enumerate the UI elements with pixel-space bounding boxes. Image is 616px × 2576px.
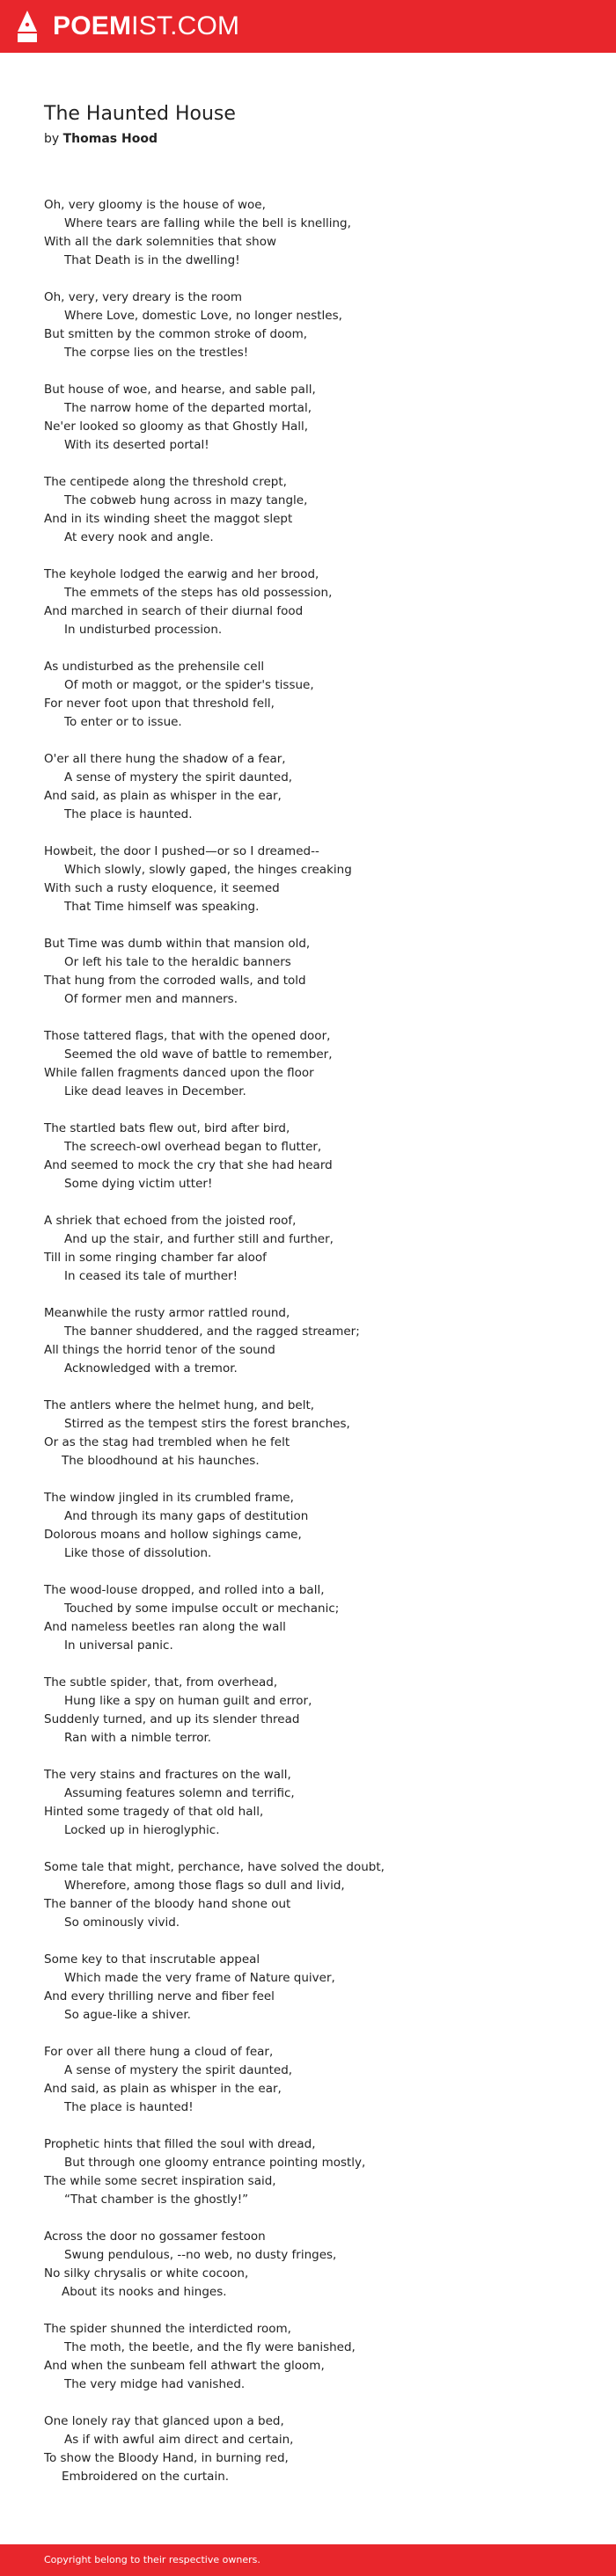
poem-line: To show the Bloody Hand, in burning red, [44,2451,289,2465]
poem-line: The banner of the bloody hand shone out [44,1897,291,1911]
poem-line: The spider shunned the interdicted room, [44,2322,291,2336]
poem-line: But house of woe, and hearse, and sable pall, [44,383,316,397]
pen-nib-icon[interactable] [17,11,38,42]
poem-line: Embroidered on the curtain. [62,2470,230,2484]
poem-line: That Time himself was speaking. [64,900,260,914]
stanza [44,1951,590,2025]
poem-line: O'er all there hung the shadow of a fear, [44,752,286,766]
poem-line: The window jingled in its crumbled frame, [44,1491,294,1505]
stanza [44,1304,590,1378]
poem-line: And when the sunbeam fell athwart the gloom, [44,2359,325,2373]
poem-line: Acknowledged with a tremor. [64,1361,238,1376]
poem-line: And said, as plain as whisper in the ear, [44,2082,282,2096]
stanza [44,2043,590,2117]
poem-line: To enter or to issue. [64,715,182,729]
poem-line: That Death is in the dwelling! [64,253,240,267]
poem-line: Some key to that inscrutable appeal [44,1952,260,1967]
poem-line: Wherefore, among those flags so dull and livid, [64,1879,345,1893]
poem-line: Those tattered flags, that with the opened door, [44,1029,331,1043]
poem-line: A sense of mystery the spirit daunted, [64,770,293,784]
stanza [44,2320,590,2394]
poem-line: The place is haunted. [64,807,193,821]
stanza [44,1027,590,1101]
poem-line: Stirred as the tempest stirs the forest branches, [64,1417,350,1431]
poem-line: And said, as plain as whisper in the ear, [44,789,282,803]
poem-line: Hung like a spy on human guilt and error, [64,1694,312,1708]
stanza [44,196,590,270]
poem-line: Swung pendulous, --no web, no dusty fringes, [64,2248,337,2262]
logo-text-light: IST.COM [131,11,240,40]
poem-line: Some tale that might, perchance, have solved the doubt, [44,1860,385,1874]
poem-line: One lonely ray that glanced upon a bed, [44,2414,284,2428]
poem-line: Locked up in hieroglyphic. [64,1823,220,1837]
poem-line: And every thrilling nerve and fiber feel [44,1989,275,2003]
stanza [44,935,590,1009]
stanza [44,1212,590,1286]
poem-title: The Haunted House [44,103,236,125]
poem-line: As if with awful aim direct and certain, [64,2433,294,2447]
poem-line: While fallen fragments danced upon the floor [44,1066,314,1080]
poem-line: Of former men and manners. [64,992,238,1006]
poem-line: Some dying victim utter! [64,1177,213,1191]
poem-line: At every nook and angle. [64,530,214,544]
poem-line: About its nooks and hinges. [62,2285,227,2299]
poem-line: And in its winding sheet the maggot slept [44,512,293,526]
poem-line: So ague-like a shiver. [64,2008,191,2022]
poem-line: But smitten by the common stroke of doom, [44,327,308,341]
poem-byline [44,131,158,147]
poem-line: And through its many gaps of destitution [64,1509,309,1523]
poem-line: All things the horrid tenor of the sound [44,1343,275,1357]
poem-line: For never foot upon that threshold fell, [44,697,275,711]
poem-line: As undisturbed as the prehensile cell [44,660,265,674]
poem-line: No silky chrysalis or white cocoon, [44,2266,249,2280]
stanza [44,750,590,824]
by-label: by [44,132,60,146]
poem-line: Meanwhile the rusty armor rattled round, [44,1306,290,1320]
poem-line: The emmets of the steps has old possession, [64,586,333,600]
poem-line: And nameless beetles ran along the wall [44,1620,286,1634]
poem-line: The keyhole lodged the earwig and her brood, [44,567,319,581]
poem-line: Or left his tale to the heraldic banners [64,955,291,969]
poem-line: Which slowly, slowly gaped, the hinges creaking [64,863,352,877]
poem-line: Of moth or maggot, or the spider's tissue, [64,678,314,692]
poem-line: So ominously vivid. [64,1916,180,1930]
stanza [44,658,590,732]
poem-line: Like dead leaves in December. [64,1084,246,1098]
poem-line: The cobweb hung across in mazy tangle, [64,493,308,507]
poem-line: A sense of mystery the spirit daunted, [64,2063,293,2077]
poem-line: The banner shuddered, and the ragged streamer; [64,1324,360,1339]
poem-line: With its deserted portal! [64,438,209,452]
poem-line: The bloodhound at his haunches. [62,1454,260,1468]
logo-text-bold: POEM [53,11,132,40]
poem-line: Across the door no gossamer festoon [44,2229,266,2244]
poem-line: The very stains and fractures on the wall, [44,1768,291,1782]
poem-line: Which made the very frame of Nature quiver, [64,1971,335,1985]
poem-line: Like those of dissolution. [64,1546,212,1560]
poem-line: Where tears are falling while the bell is knelling, [64,216,351,230]
poem-line: Howbeit, the door I pushed—or so I dreamed-- [44,844,319,858]
poem-line: And marched in search of their diurnal food [44,604,304,618]
stanza [44,1120,590,1193]
poem-line: Suddenly turned, and up its slender thread [44,1712,300,1726]
poem-line: Or as the stag had trembled when he felt [44,1435,290,1449]
poem-line: The startled bats flew out, bird after bird, [44,1121,290,1135]
poem-line: The wood-louse dropped, and rolled into a ball, [44,1583,325,1597]
site-footer [0,2544,616,2576]
poem-line: The while some secret inspiration said, [44,2174,276,2188]
stanza [44,2228,590,2302]
poem-line: The very midge had vanished. [64,2377,246,2391]
poem-line: Touched by some impulse occult or mechanic; [64,1602,340,1616]
poem-line: In ceased its tale of murther! [64,1269,238,1283]
poem-line: Ne'er looked so gloomy as that Ghostly Hall, [44,420,309,434]
poem-line: But through one gloomy entrance pointing mostly, [64,2156,366,2170]
poem-line: Ran with a nimble terror. [64,1731,212,1745]
stanza [44,1489,590,1563]
poem-line: With such a rusty eloquence, it seemed [44,881,280,895]
poem-line: A shriek that echoed from the joisted roof, [44,1214,297,1228]
poem-line: The subtle spider, that, from overhead, [44,1675,278,1689]
stanza [44,843,590,916]
site-logo[interactable] [53,11,239,42]
poem-line: The corpse lies on the trestles! [64,346,249,360]
poem-line: The place is haunted! [64,2100,194,2114]
poem-line: Dolorous moans and hollow sighings came, [44,1528,302,1542]
poem-line: The moth, the beetle, and the fly were banished, [64,2340,356,2354]
stanza [44,381,590,455]
stanza [44,2412,590,2486]
poem-line: For over all there hung a cloud of fear, [44,2045,274,2059]
stanza [44,2135,590,2209]
copyright-notice: Copyright belong to their respective owners. [44,2554,260,2565]
poem-line: In undisturbed procession. [64,623,223,637]
poem-line: In universal panic. [64,1638,173,1653]
poem-line: The antlers where the helmet hung, and belt, [44,1398,315,1412]
poem-line: “That chamber is the ghostly!” [64,2193,249,2207]
stanza [44,1397,590,1470]
poem-line: The screech-owl overhead began to flutter, [64,1140,322,1154]
poem-line: With all the dark solemnities that show [44,235,277,249]
site-header [0,0,616,53]
author-link[interactable]: Thomas Hood [62,132,158,146]
stanza [44,1858,590,1932]
stanza [44,1581,590,1655]
stanza [44,1766,590,1840]
poem-line: Hinted some tragedy of that old hall, [44,1805,264,1819]
poem-line: That hung from the corroded walls, and told [44,974,306,988]
poem-line: Where Love, domestic Love, no longer nestles, [64,309,342,323]
poem-line: Till in some ringing chamber far aloof [44,1251,267,1265]
poem-line: Assuming features solemn and terrific, [64,1786,295,1800]
poem-line: Seemed the old wave of battle to remember, [64,1047,333,1062]
stanza [44,288,590,362]
poem-line: Prophetic hints that filled the soul with dread, [44,2137,316,2151]
poem-line: But Time was dumb within that mansion old, [44,937,311,951]
poem-line: The narrow home of the departed mortal, [64,401,312,415]
stanza [44,1674,590,1748]
stanza [44,566,590,639]
stanza [44,473,590,547]
poem-line: And seemed to mock the cry that she had heard [44,1158,333,1172]
poem-line: The centipede along the threshold crept, [44,475,287,489]
poem-line: And up the stair, and further still and further, [64,1232,334,1246]
poem-line: Oh, very, very dreary is the room [44,290,242,304]
poem-line: Oh, very gloomy is the house of woe, [44,198,266,212]
poem-body [44,196,590,2505]
